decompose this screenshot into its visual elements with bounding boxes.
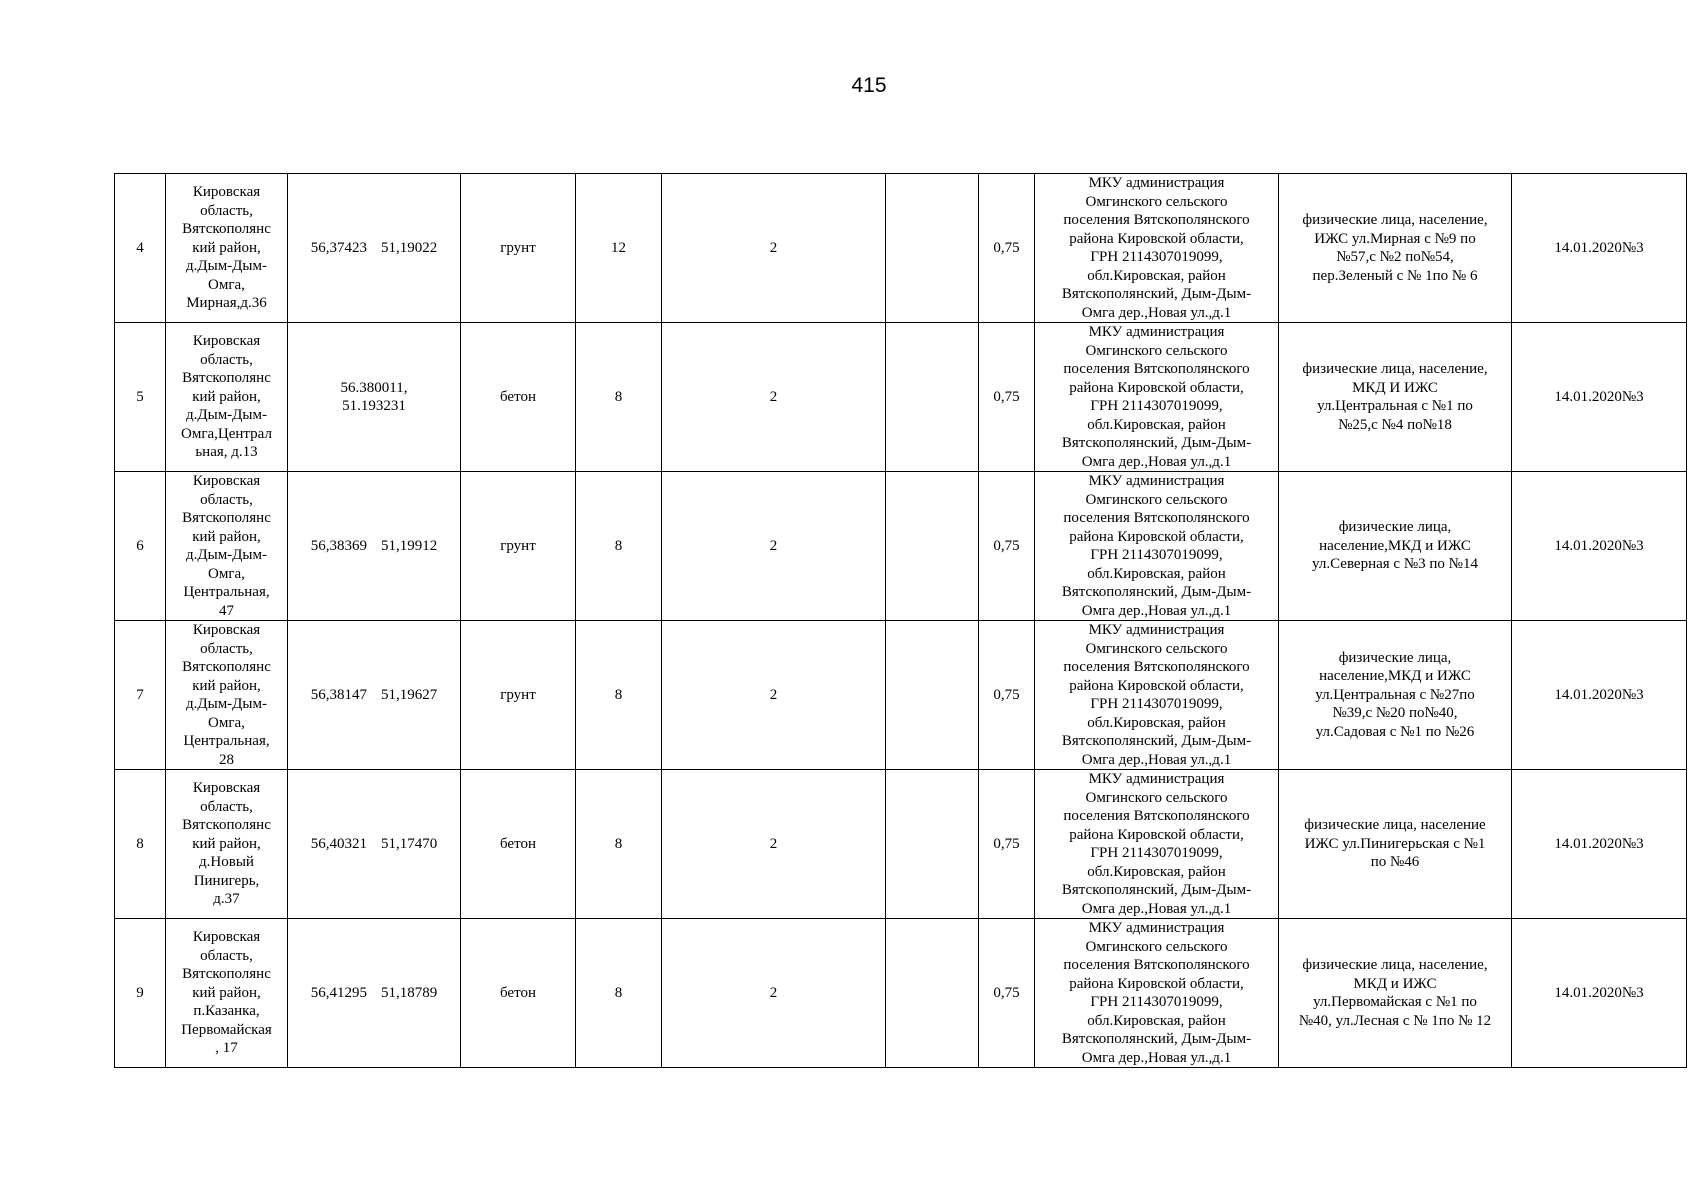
waste-sources-cell [1279, 323, 1512, 472]
address-cell [166, 621, 288, 770]
owner-cell-line: Омгинского сельского [1085, 491, 1228, 508]
latitude-value: 56,37423 [310, 239, 367, 256]
waste-sources-cell [1279, 770, 1512, 919]
owner-cell-line: МКУ администрация [1088, 622, 1225, 638]
address-cell-line: кий район, [192, 984, 261, 1001]
owner-cell-line: Омгинского сельского [1085, 938, 1228, 955]
waste-sources-cell-line: физические лица, население, [1302, 212, 1488, 228]
address-cell-line: д.Дым-Дым- [186, 258, 267, 275]
address-cell-line: кий район, [192, 528, 261, 545]
address-cell-line: кий район, [192, 388, 261, 405]
decision-date-cell: 14.01.2020№3 [1512, 621, 1687, 770]
waste-sites-table [114, 173, 1687, 1068]
decision-date-cell: 14.01.2020№3 [1512, 472, 1687, 621]
waste-sources-cell-line: физические лица, население, [1302, 361, 1488, 377]
empty-cell [886, 174, 979, 323]
waste-sources-cell-line: ИЖС ул.Мирная с №9 по [1314, 230, 1476, 247]
table-row [115, 621, 1687, 770]
address-cell-line: Мирная,д.36 [186, 295, 267, 312]
address-cell-line: д.Новый [199, 854, 254, 871]
owner-cell-line: Омга дер.,Новая ул.,д.1 [1081, 304, 1232, 321]
waste-sources-cell-line: ул.Первомайская с №1 по [1313, 994, 1477, 1010]
owner-cell [1035, 621, 1279, 770]
empty-cell [886, 770, 979, 919]
owner-cell-line: поселения Вятскополянского [1063, 957, 1250, 973]
owner-cell-line: МКУ администрация [1088, 771, 1225, 787]
waste-sources-cell-line: ул.Северная с №3 по №14 [1312, 556, 1478, 573]
decision-date-cell: 14.01.2020№3 [1512, 323, 1687, 472]
waste-sources-cell [1279, 472, 1512, 621]
decision-date-cell: 14.01.2020№3 [1512, 770, 1687, 919]
address-cell-line: кий район, [192, 677, 261, 694]
waste-sources-cell-line: население,МКД и ИЖС [1319, 668, 1471, 685]
owner-cell-line: Вятскополянский, Дым-Дым- [1061, 584, 1252, 600]
address-cell-line: Вятскополянс [182, 966, 271, 983]
table-body [115, 174, 1687, 1068]
owner-cell-line: Вятскополянский, Дым-Дым- [1061, 435, 1252, 451]
owner-cell-line: Омгинского сельского [1085, 789, 1228, 806]
address-cell-line: Омга, [208, 565, 245, 582]
address-cell-line: Вятскополянс [182, 659, 271, 675]
waste-sources-cell-line: физические лица, население [1304, 817, 1486, 834]
owner-cell-line: Омга дер.,Новая ул.,д.1 [1081, 751, 1232, 768]
surface-type-cell: грунт [461, 174, 576, 323]
address-cell-line: Омга,Централ [181, 425, 272, 442]
address-cell-line: Кировская [192, 929, 261, 946]
row-number-cell: 9 [115, 919, 166, 1068]
longitude-value: 51,19912 [381, 537, 438, 554]
empty-cell [886, 323, 979, 472]
area-cell: 8 [576, 323, 662, 472]
address-cell-line: п.Казанка, [193, 1003, 260, 1020]
container-count-cell: 2 [662, 770, 886, 919]
owner-cell-line: МКУ администрация [1088, 920, 1225, 936]
address-cell [166, 770, 288, 919]
longitude-value: 51,19627 [381, 686, 438, 703]
owner-cell [1035, 174, 1279, 323]
waste-sources-cell-line: пер.Зеленый с № 1по № 6 [1312, 267, 1478, 284]
owner-cell-line: ГРН 2114307019099, [1090, 845, 1223, 861]
owner-cell-line: района Кировской области, [1069, 826, 1244, 843]
container-volume-cell: 0,75 [979, 174, 1035, 323]
address-cell-line: д.Дым-Дым- [186, 407, 267, 424]
address-cell-line: область, [200, 947, 253, 964]
area-cell: 8 [576, 919, 662, 1068]
address-cell-line: область, [200, 491, 253, 508]
longitude-value: 51.193231 [342, 398, 406, 414]
table-row [115, 770, 1687, 919]
decision-date-cell: 14.01.2020№3 [1512, 919, 1687, 1068]
address-cell-line: Кировская [192, 333, 261, 350]
area-cell: 8 [576, 770, 662, 919]
owner-cell-line: ГРН 2114307019099, [1090, 994, 1223, 1010]
address-cell [166, 919, 288, 1068]
empty-cell [886, 472, 979, 621]
owner-cell-line: обл.Кировская, район [1087, 267, 1226, 284]
owner-cell-line: МКУ администрация [1088, 473, 1225, 489]
waste-sources-cell-line: по №46 [1370, 854, 1420, 871]
row-number-cell: 7 [115, 621, 166, 770]
owner-cell [1035, 472, 1279, 621]
owner-cell-line: МКУ администрация [1088, 324, 1225, 340]
owner-cell-line: Вятскополянский, Дым-Дым- [1061, 882, 1252, 898]
address-cell-line: Кировская [192, 473, 261, 489]
table-row [115, 472, 1687, 621]
owner-cell-line: Омга дер.,Новая ул.,д.1 [1081, 453, 1232, 470]
owner-cell-line: ГРН 2114307019099, [1090, 398, 1223, 414]
owner-cell-line: Омгинского сельского [1085, 193, 1228, 210]
address-cell-line: область, [200, 202, 253, 219]
owner-cell [1035, 323, 1279, 472]
owner-cell [1035, 770, 1279, 919]
area-cell: 8 [576, 472, 662, 621]
container-volume-cell: 0,75 [979, 472, 1035, 621]
waste-sources-cell-line: ул.Центральная с №1 по [1317, 398, 1473, 414]
address-cell-line: Кировская [192, 622, 261, 638]
area-cell: 8 [576, 621, 662, 770]
surface-type-cell: бетон [461, 770, 576, 919]
owner-cell-line: района Кировской области, [1069, 975, 1244, 992]
coordinates-cell [288, 919, 461, 1068]
owner-cell-line: Вятскополянский, Дым-Дым- [1061, 286, 1252, 302]
empty-cell [886, 621, 979, 770]
waste-sources-cell-line: ул.Центральная с №27по [1315, 686, 1475, 703]
waste-sources-cell [1279, 919, 1512, 1068]
table-row [115, 323, 1687, 472]
owner-cell-line: Омга дер.,Новая ул.,д.1 [1081, 900, 1232, 917]
address-cell [166, 323, 288, 472]
address-cell-line: Пинигерь, [193, 872, 260, 889]
table-row [115, 919, 1687, 1068]
address-cell-line: , 17 [215, 1040, 238, 1057]
container-volume-cell: 0,75 [979, 621, 1035, 770]
container-volume-cell: 0,75 [979, 919, 1035, 1068]
address-cell-line: Вятскополянс [182, 221, 271, 238]
address-cell-line: д.Дым-Дым- [186, 547, 267, 563]
decision-date-cell: 14.01.2020№3 [1512, 174, 1687, 323]
address-cell-line: Первомайская [181, 1021, 272, 1038]
address-cell-line: Вятскополянс [182, 817, 271, 834]
container-count-cell: 2 [662, 472, 886, 621]
address-cell [166, 174, 288, 323]
page-number: 415 [851, 74, 887, 97]
latitude-value: 56,41295 [310, 984, 367, 1001]
longitude-value: 51,18789 [381, 984, 438, 1001]
owner-cell-line: поселения Вятскополянского [1063, 808, 1250, 824]
owner-cell [1035, 919, 1279, 1068]
waste-sources-cell-line: ИЖС ул.Пинигерьская с №1 [1304, 835, 1486, 852]
container-volume-cell: 0,75 [979, 323, 1035, 472]
owner-cell-line: поселения Вятскополянского [1063, 212, 1250, 228]
coordinates-cell [288, 472, 461, 621]
owner-cell-line: обл.Кировская, район [1087, 863, 1226, 880]
table-row [115, 174, 1687, 323]
address-cell-line: 28 [219, 751, 234, 768]
owner-cell-line: ГРН 2114307019099, [1090, 696, 1223, 712]
owner-cell-line: района Кировской области, [1069, 528, 1244, 545]
waste-sources-cell-line: №25,с №4 по№18 [1338, 416, 1452, 433]
owner-cell-line: обл.Кировская, район [1087, 714, 1226, 731]
surface-type-cell: грунт [461, 621, 576, 770]
address-cell-line: Вятскополянс [182, 370, 271, 387]
coordinates-cell [288, 621, 461, 770]
coordinates-cell [288, 770, 461, 919]
owner-cell-line: поселения Вятскополянского [1063, 510, 1250, 526]
container-count-cell: 2 [662, 919, 886, 1068]
owner-cell-line: обл.Кировская, район [1087, 1012, 1226, 1029]
container-count-cell: 2 [662, 174, 886, 323]
latitude-value: 56,38369 [310, 537, 367, 554]
row-number-cell: 6 [115, 472, 166, 621]
owner-cell-line: ГРН 2114307019099, [1090, 249, 1223, 265]
owner-cell-line: Омга дер.,Новая ул.,д.1 [1081, 1049, 1232, 1066]
owner-cell-line: обл.Кировская, район [1087, 416, 1226, 433]
address-cell-line: д.37 [213, 891, 240, 908]
owner-cell-line: поселения Вятскополянского [1063, 659, 1250, 675]
owner-cell-line: района Кировской области, [1069, 677, 1244, 694]
owner-cell-line: Омгинского сельского [1085, 342, 1228, 359]
waste-sources-cell [1279, 621, 1512, 770]
latitude-value: 56,38147 [310, 686, 367, 703]
surface-type-cell: бетон [461, 919, 576, 1068]
address-cell-line: Центральная, [183, 584, 270, 600]
owner-cell-line: района Кировской области, [1069, 230, 1244, 247]
row-number-cell: 4 [115, 174, 166, 323]
area-cell: 12 [576, 174, 662, 323]
longitude-value: 51,17470 [381, 835, 438, 852]
latitude-value: 56,40321 [310, 835, 367, 852]
owner-cell-line: ГРН 2114307019099, [1090, 547, 1223, 563]
surface-type-cell: бетон [461, 323, 576, 472]
latitude-value: 56.380011, [340, 379, 408, 396]
address-cell-line: область, [200, 640, 253, 657]
waste-sources-cell-line: физические лица, [1338, 519, 1452, 536]
address-cell-line: Кировская [192, 780, 261, 797]
waste-sources-cell-line: МКД И ИЖС [1352, 379, 1438, 396]
address-cell-line: область, [200, 351, 253, 368]
container-count-cell: 2 [662, 621, 886, 770]
waste-sources-cell-line: население,МКД и ИЖС [1319, 537, 1471, 554]
waste-sources-cell-line: МКД и ИЖС [1353, 975, 1437, 992]
owner-cell-line: поселения Вятскополянского [1063, 361, 1250, 377]
row-number-cell: 8 [115, 770, 166, 919]
longitude-value: 51,19022 [381, 239, 438, 256]
address-cell-line: Омга, [208, 276, 245, 293]
owner-cell-line: Омга дер.,Новая ул.,д.1 [1081, 602, 1232, 619]
waste-sources-cell-line: ул.Садовая с №1 по №26 [1315, 723, 1475, 740]
container-volume-cell: 0,75 [979, 770, 1035, 919]
address-cell-line: Центральная, [183, 733, 270, 749]
owner-cell-line: МКУ администрация [1088, 175, 1225, 191]
surface-type-cell: грунт [461, 472, 576, 621]
owner-cell-line: Вятскополянский, Дым-Дым- [1061, 1031, 1252, 1047]
owner-cell-line: Вятскополянский, Дым-Дым- [1061, 733, 1252, 749]
owner-cell-line: Омгинского сельского [1085, 640, 1228, 657]
waste-sources-cell-line: №40, ул.Лесная с № 1по № 12 [1298, 1012, 1492, 1029]
owner-cell-line: обл.Кировская, район [1087, 565, 1226, 582]
coordinates-cell [288, 323, 461, 472]
address-cell-line: Кировская [192, 184, 261, 201]
address-cell-line: Омга, [208, 714, 245, 731]
address-cell-line: 47 [219, 602, 234, 619]
address-cell [166, 472, 288, 621]
address-cell-line: д.Дым-Дым- [186, 696, 267, 712]
address-cell-line: кий район, [192, 239, 261, 256]
address-cell-line: область, [200, 798, 253, 815]
waste-sources-cell-line: №39,с №20 по№40, [1332, 705, 1458, 722]
waste-sources-cell-line: физические лица, [1338, 649, 1452, 666]
waste-sources-cell-line: №57,с №2 по№54, [1336, 249, 1454, 265]
container-count-cell: 2 [662, 323, 886, 472]
owner-cell-line: района Кировской области, [1069, 379, 1244, 396]
row-number-cell: 5 [115, 323, 166, 472]
address-cell-line: Вятскополянс [182, 510, 271, 526]
address-cell-line: ьная, д.13 [195, 444, 258, 461]
coordinates-cell [288, 174, 461, 323]
address-cell-line: кий район, [192, 835, 261, 852]
waste-sources-cell [1279, 174, 1512, 323]
waste-sources-cell-line: физические лица, население, [1302, 957, 1488, 973]
empty-cell [886, 919, 979, 1068]
